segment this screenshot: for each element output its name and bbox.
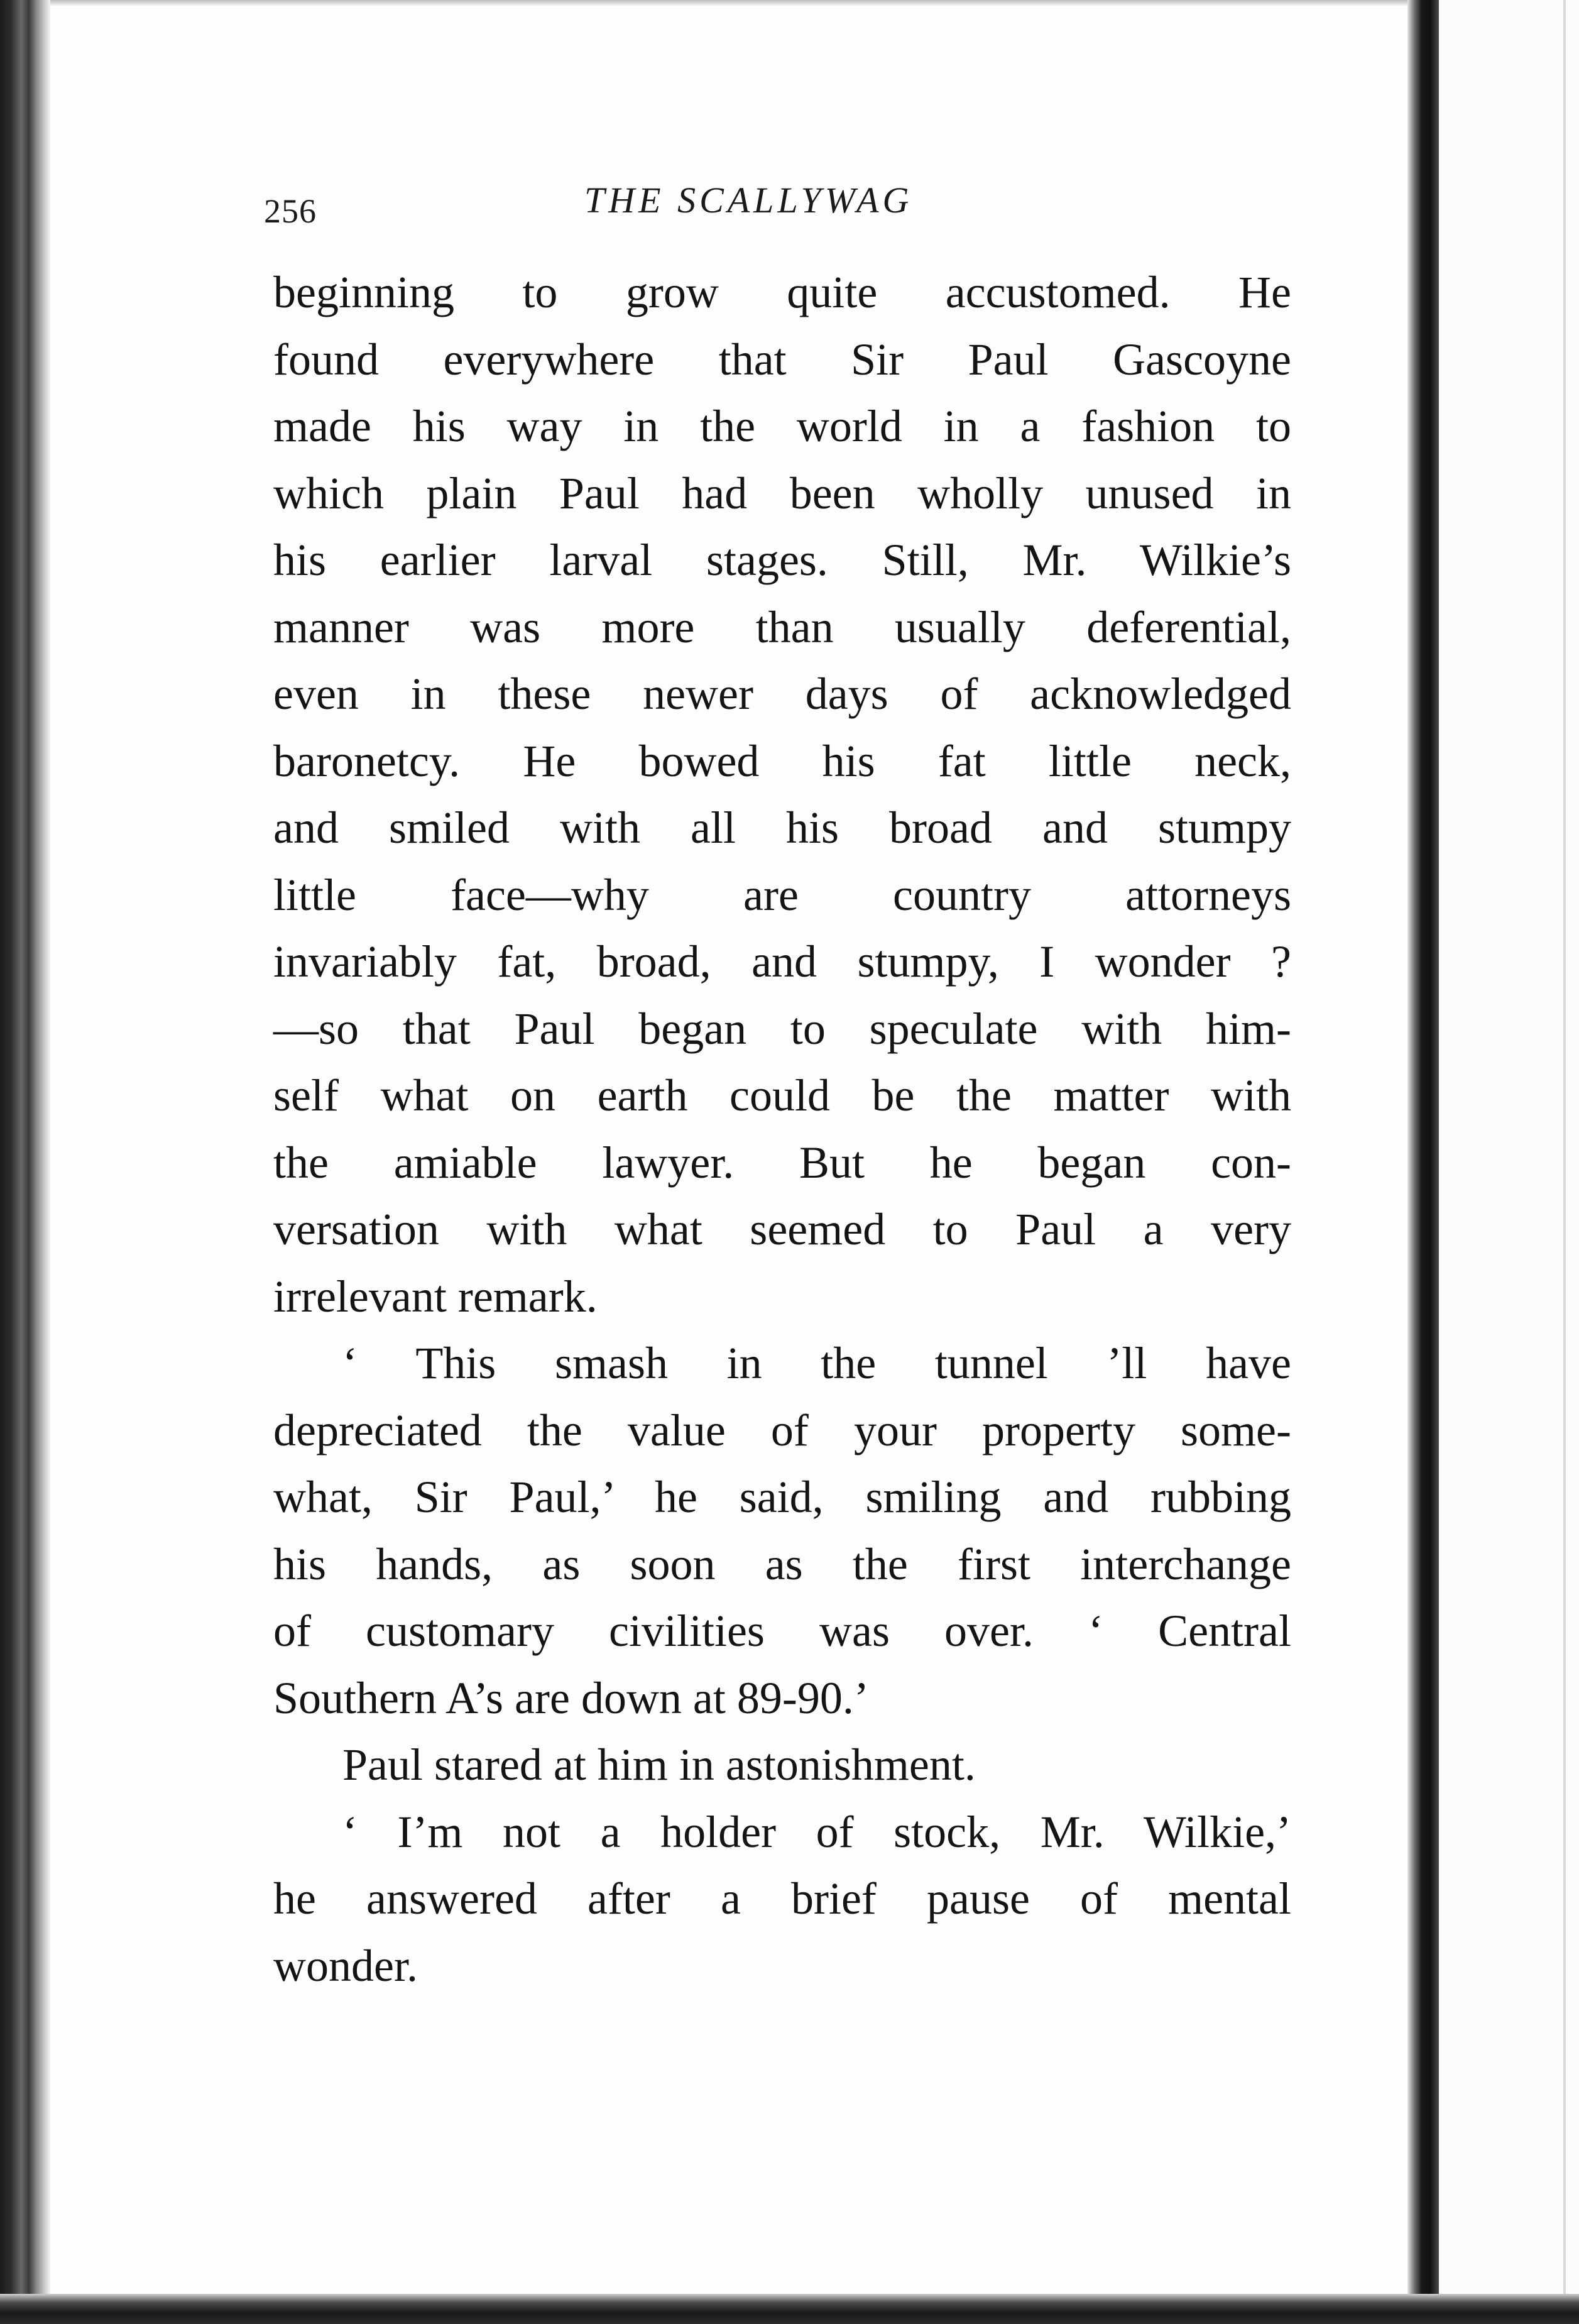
body-text	[273, 259, 1291, 1999]
text-line: little face—why are country attorneys	[273, 869, 1291, 920]
text-line: invariably fat, broad, and stumpy, I wonder ?	[273, 936, 1291, 987]
text-line: found everywhere that Sir Paul Gascoyne	[273, 334, 1291, 385]
text-line: manner was more than usually deferential,	[273, 601, 1291, 652]
text-line: beginning to grow quite accustomed. He	[273, 267, 1291, 317]
bottom-scan-edge	[0, 2294, 1579, 2324]
text-line: irrelevant remark.	[273, 1271, 598, 1322]
right-margin	[1439, 0, 1579, 2324]
text-line: baronetcy. He bowed his fat little neck,	[273, 735, 1291, 786]
text-line: —so that Paul began to speculate with him-	[273, 1003, 1291, 1054]
text-line: made his way in the world in a fashion to	[273, 401, 1291, 451]
text-line: his hands, as soon as the first interchange	[273, 1538, 1291, 1589]
text-line: versation with what seemed to Paul a very	[273, 1204, 1291, 1254]
text-line: self what on earth could be the matter with	[273, 1070, 1291, 1121]
right-spine-edge	[1407, 0, 1439, 2324]
running-head	[264, 179, 1370, 230]
right-edge-line	[1563, 0, 1566, 2324]
text-line: ‘ This smash in the tunnel ’ll have	[342, 1338, 1291, 1388]
page-number: 256	[264, 192, 317, 230]
text-line: depreciated the value of your property some-	[273, 1405, 1291, 1455]
text-line: ‘ I’m not a holder of stock, Mr. Wilkie,’	[342, 1806, 1291, 1857]
left-binding-edge	[0, 0, 50, 2324]
text-line: wonder.	[273, 1940, 418, 1991]
text-line: Paul stared at him in astonishment.	[342, 1740, 976, 1790]
text-line: what, Sir Paul,’ he said, smiling and rubbing	[273, 1472, 1291, 1522]
text-line: Southern A’s are down at 89-90.’	[273, 1672, 869, 1723]
text-line: which plain Paul had been wholly unused in	[273, 468, 1291, 518]
text-line: he answered after a brief pause of mental	[273, 1873, 1291, 1924]
text-line: the amiable lawyer. But he began con-	[273, 1137, 1291, 1188]
text-line: of customary civilities was over. ‘ Central	[273, 1606, 1291, 1656]
page-top-edge	[50, 0, 1407, 6]
text-line: his earlier larval stages. Still, Mr. Wilkie’s	[273, 535, 1291, 585]
text-line: even in these newer days of acknowledged	[273, 669, 1291, 719]
text-line: and smiled with all his broad and stumpy	[273, 803, 1291, 853]
running-title: THE SCALLYWAG	[584, 180, 913, 221]
